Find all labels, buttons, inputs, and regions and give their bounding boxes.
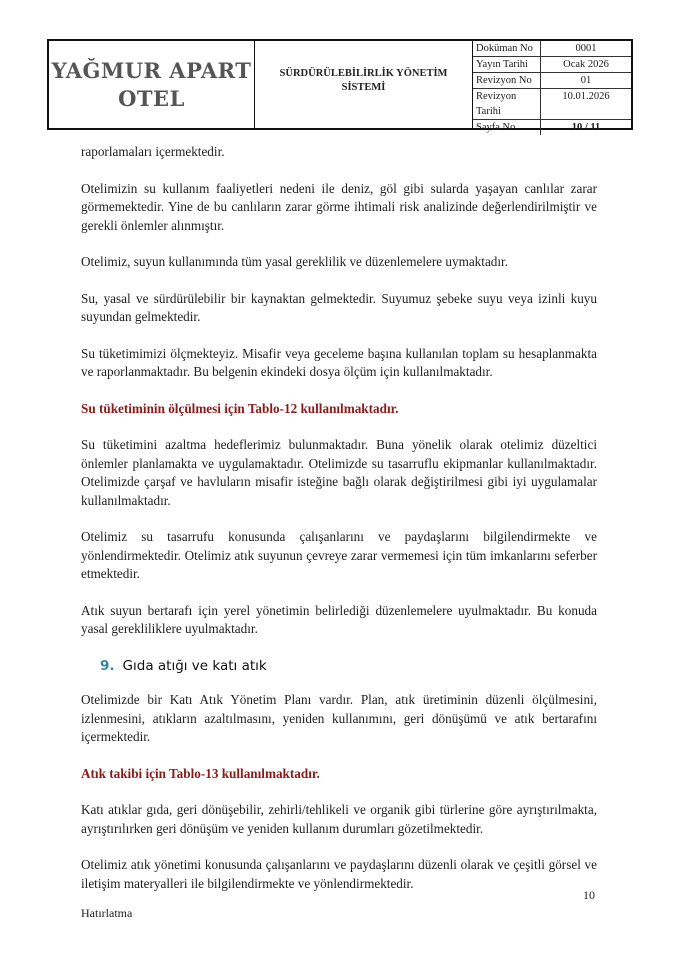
paragraph: Otelimizde bir Katı Atık Yönetim Planı vardır. Plan, atık üretiminin düzenli ölçülmesini, izlenmesini, atıkların azaltılmasını, yeniden kullanımını, geri dönüşümü ve atık bertarafını içermektedir.	[81, 692, 597, 744]
meta-row-revision-date	[473, 89, 631, 120]
meta-row-document-no	[473, 41, 631, 57]
meta-label: Revizyon No	[473, 73, 541, 88]
footer-note: Hatırlatma	[81, 906, 133, 920]
paragraph: Su, yasal ve sürdürülebilir bir kaynaktan gelmektedir. Suyumuz şebeke suyu veya izinli kuyu suyundan gelmektedir.	[81, 290, 597, 324]
document-header-table	[47, 39, 633, 133]
meta-value: Ocak 2026	[563, 59, 609, 70]
meta-value: 10.01.2026	[562, 91, 610, 102]
meta-label: Doküman No	[473, 41, 541, 56]
meta-row-revision-no	[473, 73, 631, 89]
document-meta-grid	[473, 41, 631, 133]
paragraph: Otelimizin su kullanım faaliyetleri nedeni ile deniz, göl gibi sularda yaşayan canlılar zarar görmemektedir. Yine de bu canlıların zarar görme ihtimali risk analizinde değerlendirilmiştir ve gerekli önlemler alınmıştır.	[81, 180, 597, 233]
paragraph: Katı atıklar gıda, geri dönüşebilir, zehirli/tehlikeli ve organik gibi türlerine göre ayrıştırılmakta, ayrıştırılırken geri dönüşüm ve yeniden kullanım durumları gözetilmektedir.	[81, 802, 597, 836]
logo-line-2: OTEL	[118, 85, 185, 111]
meta-value: 0001	[575, 43, 597, 54]
meta-label: Yayın Tarihi	[473, 57, 541, 72]
section-heading	[81, 657, 597, 676]
section-number: 9.	[100, 657, 115, 674]
paragraph: Otelimiz, suyun kullanımında tüm yasal gereklilik ve düzenlemelere uymaktadır.	[81, 254, 509, 269]
document-title-line-1: SÜRDÜRÜLEBİLİRLİK YÖNETİM	[279, 67, 448, 79]
section-title: Gıda atığı ve katı atık	[122, 657, 267, 674]
meta-row-page-no	[473, 120, 631, 135]
company-logo	[49, 41, 255, 128]
document-title	[255, 41, 473, 128]
highlight-note: Su tüketiminin ölçülmesi için Tablo-12 kullanılmaktadır.	[81, 400, 399, 416]
paragraph: raporlamaları içermektedir.	[81, 144, 225, 159]
meta-value: 01	[580, 75, 592, 86]
document-body	[81, 143, 597, 911]
paragraph: Su tüketimimizi ölçmekteyiz. Misafir veya geceleme başına kullanılan toplam su hesaplanmakta ve raporlanmaktadır. Bu belgenin ekindeki dosya ölçüm için kullanılmaktadır.	[81, 345, 597, 379]
logo-line-1: YAĞMUR APART	[51, 57, 252, 83]
page-number: 10	[583, 888, 595, 902]
paragraph: Su tüketimini azaltma hedeflerimiz bulunmaktadır. Buna yönelik olarak otelimiz düzeltici önlemler planlamakta ve uygulamaktadır. Otelimizde su tasarruflu ekipmanlar kullanılmaktadır. Otelimizde çarşaf ve havluların misafir isteğine bağlı olarak değiştirilmesi gibi iyi uygulamalar kullanılmaktadır.	[81, 437, 597, 508]
paragraph: Atık suyun bertarafı için yerel yönetimin belirlediği düzenlemelere uyulmaktadır. Bu konuda yasal gerekliliklere uyulmaktadır.	[81, 602, 597, 636]
meta-row-publish-date	[473, 57, 631, 73]
meta-label: Revizyon Tarihi	[473, 89, 541, 119]
highlight-note: Atık takibi için Tablo-13 kullanılmaktadır.	[81, 765, 320, 781]
paragraph: Otelimiz su tasarrufu konusunda çalışanlarını ve paydaşlarını bilgilendirmekte ve yönlendirmektedir. Otelimiz atık suyunun çevreye zarar vermemesi için tüm imkanlarını seferber etmektedir.	[81, 529, 597, 581]
meta-value: 10 / 11	[571, 122, 601, 133]
document-title-line-2: SİSTEMİ	[341, 81, 386, 93]
meta-label: Sayfa No	[473, 120, 541, 135]
paragraph: Otelimiz atık yönetimi konusunda çalışanlarını ve paydaşlarını düzenli olarak ve çeşitli görsel ve iletişim materyalleri ile bilgilendirmekte ve yönlendirmektedir.	[81, 857, 597, 891]
